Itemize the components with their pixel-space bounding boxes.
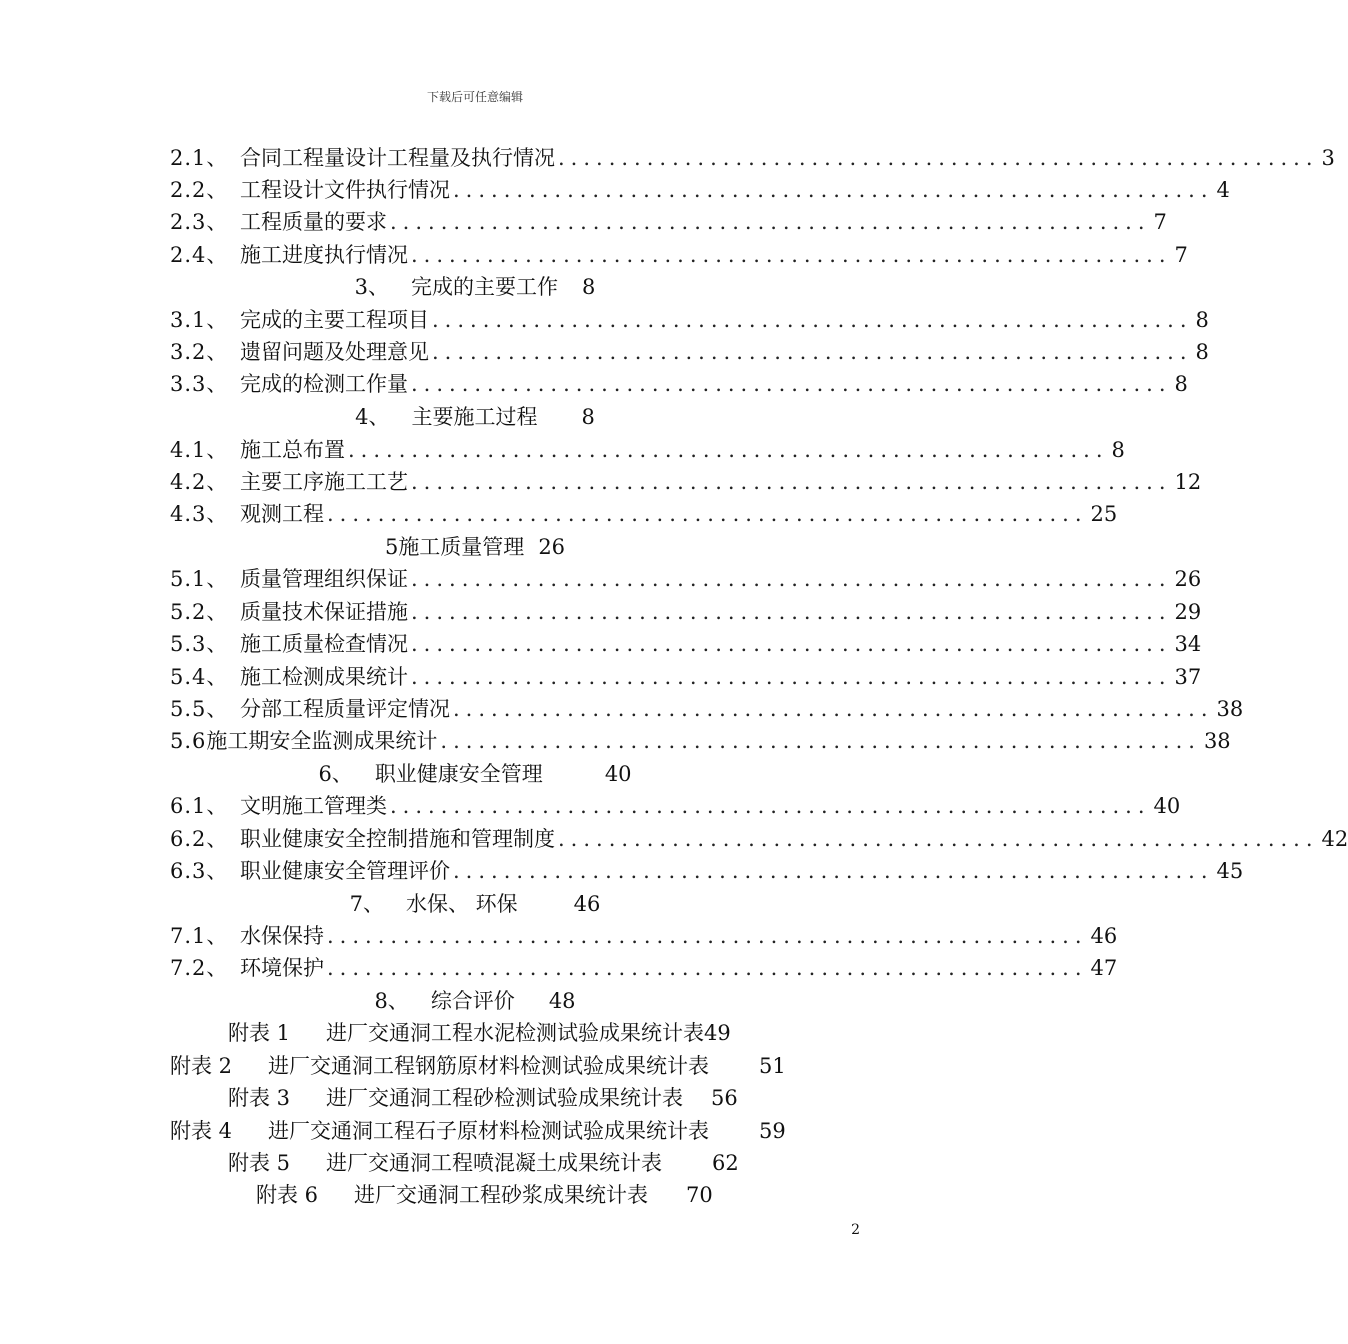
- toc-title: 施工进度执行情况: [240, 243, 408, 267]
- toc-entry-5-5[interactable]: [170, 693, 1244, 725]
- toc-page: 12: [1174, 470, 1202, 494]
- toc-entry-3-1[interactable]: [170, 304, 1209, 336]
- toc-page: 8: [1195, 340, 1209, 364]
- appendix-label: 附表 1: [228, 1021, 291, 1045]
- toc-appendix-5[interactable]: [228, 1147, 739, 1179]
- leader-dots: ............................................................: [558, 146, 1319, 170]
- toc-page: 34: [1174, 632, 1202, 656]
- toc-page: 48: [548, 989, 576, 1013]
- toc-number: 2.3、: [170, 210, 229, 234]
- appendix-title: 进厂交通洞工程砂检测试验成果统计表: [326, 1086, 684, 1110]
- toc-page: 29: [1174, 600, 1202, 624]
- toc-number: 4.1、: [170, 438, 229, 462]
- toc-title: 职业健康安全管理评价: [240, 859, 450, 883]
- leader-dots: ............................................................: [348, 438, 1109, 462]
- toc-heading-4[interactable]: [0, 401, 950, 433]
- toc-title: 施工总布置: [240, 438, 345, 462]
- toc-title: 质量管理组织保证: [240, 567, 408, 591]
- leader-dots: ............................................................: [453, 697, 1214, 721]
- leader-dots: ............................................................: [411, 372, 1172, 396]
- leader-dots: ............................................................: [327, 956, 1088, 980]
- toc-entry-2-2[interactable]: [170, 174, 1230, 206]
- toc-page: 70: [686, 1183, 713, 1207]
- toc-heading-3[interactable]: [0, 271, 950, 303]
- toc-title: 水保保持: [240, 924, 324, 948]
- toc-appendix-1[interactable]: [228, 1017, 731, 1049]
- appendix-label: 附表 3: [228, 1086, 291, 1110]
- leader-dots: ............................................................: [411, 632, 1172, 656]
- leader-dots: ............................................................: [327, 924, 1088, 948]
- toc-number: 6.1、: [170, 794, 229, 818]
- toc-appendix-4[interactable]: [170, 1115, 786, 1147]
- toc-page: 38: [1216, 697, 1244, 721]
- toc-number: 8、: [374, 989, 409, 1013]
- toc-appendix-6[interactable]: [256, 1179, 713, 1211]
- leader-dots: ............................................................: [453, 178, 1214, 202]
- leader-dots: ............................................................: [411, 243, 1172, 267]
- toc-number: 2.4、: [170, 243, 229, 267]
- toc-title: 施工检测成果统计: [240, 665, 408, 689]
- toc-entry-4-2[interactable]: [170, 466, 1202, 498]
- toc-title: 合同工程量设计工程量及执行情况: [240, 146, 555, 170]
- toc-page: 45: [1216, 859, 1244, 883]
- toc-page: 62: [712, 1151, 739, 1175]
- leader-dots: ............................................................: [411, 665, 1172, 689]
- toc-entry-6-1[interactable]: [170, 790, 1181, 822]
- toc-heading-5[interactable]: [0, 531, 950, 563]
- toc-page: 8: [582, 275, 596, 299]
- toc-title: 水保、 环保: [405, 892, 518, 916]
- toc-entry-6-2[interactable]: [170, 823, 1348, 855]
- toc-number: 5: [384, 535, 399, 559]
- toc-title: 分部工程质量评定情况: [240, 697, 450, 721]
- toc-title: 工程设计文件执行情况: [240, 178, 450, 202]
- toc-number: 2.2、: [170, 178, 229, 202]
- toc-title: 主要施工过程: [411, 405, 538, 429]
- appendix-title: 进厂交通洞工程喷混凝土成果统计表: [326, 1151, 663, 1175]
- toc-page: 59: [759, 1119, 786, 1143]
- leader-dots: ............................................................: [411, 600, 1172, 624]
- leader-dots: ............................................................: [453, 859, 1214, 883]
- page-header: 下载后可任意编辑: [426, 90, 523, 104]
- toc-number: 5.3、: [170, 632, 229, 656]
- toc-number: 5.6: [170, 729, 207, 753]
- toc-entry-5-4[interactable]: [170, 661, 1202, 693]
- toc-page: 42: [1321, 827, 1348, 851]
- appendix-label: 附表 4: [170, 1119, 233, 1143]
- toc-number: 7、: [349, 892, 384, 916]
- toc-page: 56: [711, 1086, 738, 1110]
- leader-dots: ............................................................: [432, 308, 1193, 332]
- toc-title: 质量技术保证措施: [240, 600, 408, 624]
- toc-number: 4.3、: [170, 502, 229, 526]
- toc-page: 26: [538, 535, 566, 559]
- toc-entry-2-3[interactable]: [170, 206, 1167, 238]
- toc-appendix-2[interactable]: [170, 1050, 786, 1082]
- toc-number: 4.2、: [170, 470, 229, 494]
- toc-page: 4: [1216, 178, 1230, 202]
- toc-heading-8[interactable]: [0, 985, 950, 1017]
- toc-entry-3-2[interactable]: [170, 336, 1209, 368]
- page-number: 2: [851, 1222, 860, 1238]
- toc-page: 49: [704, 1021, 731, 1045]
- toc-page: 46: [573, 892, 601, 916]
- toc-entry-4-3[interactable]: [170, 498, 1118, 530]
- toc-title: 完成的检测工作量: [240, 372, 408, 396]
- toc-title: 观测工程: [240, 502, 324, 526]
- toc-number: 6.2、: [170, 827, 229, 851]
- toc-number: 5.2、: [170, 600, 229, 624]
- leader-dots: ............................................................: [390, 210, 1151, 234]
- appendix-title: 进厂交通洞工程钢筋原材料检测试验成果统计表: [268, 1054, 710, 1078]
- toc-entry-6-3[interactable]: [170, 855, 1244, 887]
- toc-title: 完成的主要工作: [411, 275, 558, 299]
- toc-title: 施工质量检查情况: [240, 632, 408, 656]
- toc-number: 5.5、: [170, 697, 229, 721]
- toc-page: 38: [1203, 729, 1231, 753]
- toc-title: 施工质量管理: [398, 535, 525, 559]
- toc-entry-5-3[interactable]: [170, 628, 1202, 660]
- toc-title: 职业健康安全管理: [374, 762, 543, 786]
- toc-title: 环境保护: [240, 956, 324, 980]
- toc-title: 综合评价: [430, 989, 515, 1013]
- toc-page: 25: [1090, 502, 1118, 526]
- toc-page: 8: [581, 405, 595, 429]
- toc-entry-5-6[interactable]: [170, 725, 1231, 757]
- toc-entry-2-1[interactable]: [170, 142, 1335, 174]
- toc-appendix-3[interactable]: [228, 1082, 738, 1114]
- leader-dots: ............................................................: [327, 502, 1088, 526]
- toc-page: 37: [1174, 665, 1202, 689]
- leader-dots: ............................................................: [432, 340, 1193, 364]
- toc-number: 3.3、: [170, 372, 229, 396]
- toc-page: 7: [1174, 243, 1188, 267]
- toc-number: 3.2、: [170, 340, 229, 364]
- toc-number: 7.1、: [170, 924, 229, 948]
- toc-number: 6、: [318, 762, 353, 786]
- leader-dots: ............................................................: [411, 567, 1172, 591]
- toc-entry-5-2[interactable]: [170, 596, 1202, 628]
- appendix-title: 进厂交通洞工程石子原材料检测试验成果统计表: [268, 1119, 710, 1143]
- toc-page: 51: [759, 1054, 786, 1078]
- toc-page: 3: [1321, 146, 1335, 170]
- appendix-title: 进厂交通洞工程水泥检测试验成果统计表: [326, 1021, 705, 1045]
- toc-page: 26: [1174, 567, 1202, 591]
- toc-title: 施工期安全监测成果统计: [206, 729, 438, 753]
- appendix-label: 附表 2: [170, 1054, 233, 1078]
- appendix-label: 附表 6: [256, 1183, 319, 1207]
- toc-page: 46: [1090, 924, 1118, 948]
- toc-title: 遗留问题及处理意见: [240, 340, 429, 364]
- toc-number: 4、: [355, 405, 390, 429]
- toc-entry-7-2[interactable]: [170, 952, 1118, 984]
- leader-dots: ............................................................: [411, 470, 1172, 494]
- toc-entry-7-1[interactable]: [170, 920, 1118, 952]
- toc-number: 7.2、: [170, 956, 229, 980]
- toc-heading-6[interactable]: [0, 758, 950, 790]
- leader-dots: ............................................................: [390, 794, 1151, 818]
- toc-heading-7[interactable]: [0, 888, 950, 920]
- toc-page: 40: [604, 762, 632, 786]
- toc-entry-3-3[interactable]: [170, 368, 1188, 400]
- toc-page: 8: [1195, 308, 1209, 332]
- toc-number: 5.4、: [170, 665, 229, 689]
- toc-number: 3、: [354, 275, 389, 299]
- toc-page: 8: [1111, 438, 1125, 462]
- appendix-label: 附表 5: [228, 1151, 291, 1175]
- appendix-title: 进厂交通洞工程砂浆成果统计表: [354, 1183, 649, 1207]
- leader-dots: ............................................................: [440, 729, 1201, 753]
- toc-number: 5.1、: [170, 567, 229, 591]
- toc-number: 3.1、: [170, 308, 229, 332]
- toc-title: 职业健康安全控制措施和管理制度: [240, 827, 555, 851]
- toc-title: 工程质量的要求: [240, 210, 387, 234]
- toc-title: 文明施工管理类: [240, 794, 387, 818]
- toc-page: 47: [1090, 956, 1118, 980]
- toc-title: 主要工序施工工艺: [240, 470, 408, 494]
- toc-entry-5-1[interactable]: [170, 563, 1202, 595]
- leader-dots: ............................................................: [558, 827, 1319, 851]
- toc-entry-4-1[interactable]: [170, 434, 1125, 466]
- toc-page: 40: [1153, 794, 1181, 818]
- toc-number: 6.3、: [170, 859, 229, 883]
- toc-title: 完成的主要工程项目: [240, 308, 429, 332]
- toc-number: 2.1、: [170, 146, 229, 170]
- toc-page: 8: [1174, 372, 1188, 396]
- toc-entry-2-4[interactable]: [170, 239, 1188, 271]
- toc-page: 7: [1153, 210, 1167, 234]
